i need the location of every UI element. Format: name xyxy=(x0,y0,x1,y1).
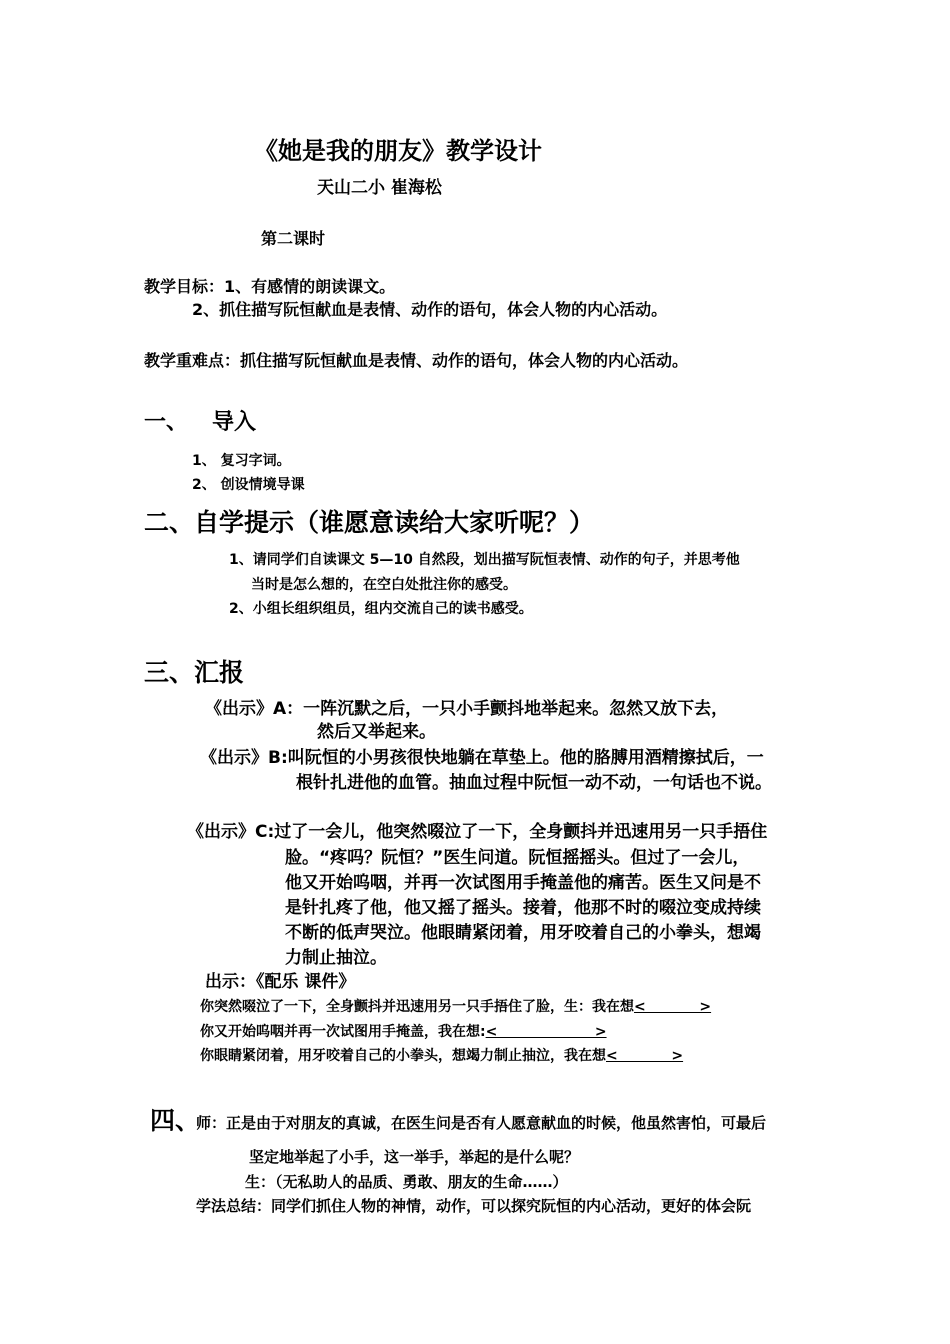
section4-line-4: 学法总结：同学们抓住人物的神情，动作，可以探究阮恒的内心活动，更好的体会阮 xyxy=(196,1197,752,1215)
section2-heading: 二、自学提示（谁愿意读给大家听呢？） xyxy=(144,508,595,537)
excerpt-b-line-1: 《出示》B:叫阮恒的小男孩很快地躺在草垫上。他的胳膊用酒精擦拭后，一 xyxy=(200,748,764,768)
excerpt-c-line-1: 《出示》C:过了一会儿，他突然啜泣了一下，全身颤抖并迅速用另一只手捂住 xyxy=(187,822,768,842)
answer-blank-2: < > xyxy=(485,1024,607,1040)
section1-number: 一、 xyxy=(144,410,189,435)
page-title: 《她是我的朋友》教学设计 xyxy=(254,137,542,165)
section4-line-3: 生：（无私助人的品质、勇敢、朋友的生命……） xyxy=(245,1173,568,1191)
section4-number: 四、 xyxy=(150,1106,201,1135)
answer-blank-1: < > xyxy=(634,999,712,1015)
answer-blank-3: < > xyxy=(606,1048,684,1064)
difficulty-line: 教学重难点：抓住描写阮恒献血是表情、动作的语句，体会人物的内心活动。 xyxy=(144,351,689,370)
excerpt-c-line-6: 力制止抽泣。 xyxy=(285,948,387,968)
author-line: 天山二小 崔海松 xyxy=(317,178,442,198)
reading-prompt-1-text: 你突然啜泣了一下，全身颤抖并迅速用另一只手捂住了脸，生：我在想 xyxy=(200,999,634,1015)
reading-prompt-3 xyxy=(200,1049,683,1063)
section2-item-1-line-1: 1、请同学们自读课文 5—10 自然段，划出描写阮恒表情、动作的句子，并思考他 xyxy=(229,552,740,568)
excerpt-b-line-2: 根针扎进他的血管。抽血过程中阮恒一动不动，一句话也不说。 xyxy=(296,773,772,793)
section1-item-2: 2、 创设情境导课 xyxy=(192,477,305,493)
objective-line-1: 教学目标：1、有感情的朗读课文。 xyxy=(144,277,396,296)
reading-prompt-3-text: 你眼睛紧闭着，用牙咬着自己的小拳头，想竭力制止抽泣，我在想 xyxy=(200,1048,606,1064)
section1-heading: 导入 xyxy=(212,410,257,435)
section3-heading: 三、汇报 xyxy=(144,658,245,687)
excerpt-c-line-4: 是针扎疼了他，他又摇了摇头。接着，他那不时的啜泣变成持续 xyxy=(285,898,761,918)
section4-line-2: 坚定地举起了小手，这一举手，举起的是什么呢？ xyxy=(249,1148,580,1166)
excerpt-c-line-2: 脸。“疼吗？阮恒？”医生问道。阮恒摇摇头。但过了一会儿， xyxy=(285,848,750,868)
lesson-label: 第二课时 xyxy=(261,229,326,248)
excerpt-c-line-3: 他又开始呜咽，并再一次试图用手掩盖他的痛苦。医生又问是不 xyxy=(285,873,761,893)
excerpt-c-line-5: 不断的低声哭泣。他眼睛紧闭着，用牙咬着自己的小拳头，想竭 xyxy=(285,923,761,943)
reading-prompt-2-text: 你又开始呜咽并再一次试图用手掩盖，我在想: xyxy=(200,1024,486,1040)
section2-item-2: 2、小组长组织组员，组内交流自己的读书感受。 xyxy=(229,601,533,617)
section4-line-1: 师：正是由于对朋友的真诚，在医生问是否有人愿意献血的时候，他虽然害怕，可最后 xyxy=(196,1114,767,1132)
reading-prompt-2 xyxy=(200,1025,607,1039)
objective-line-2: 2、抓住描写阮恒献血是表情、动作的语句，体会人物的内心活动。 xyxy=(192,300,668,319)
reading-prompt-1 xyxy=(200,1000,711,1014)
show-courseware: 出示：《配乐 课件》 xyxy=(205,972,356,992)
excerpt-a-line-1: 《出示》A：一阵沉默之后，一只小手颤抖地举起来。忽然又放下去， xyxy=(205,699,729,719)
section2-item-1-line-2: 当时是怎么想的，在空白处批注你的感受。 xyxy=(251,577,517,593)
section1-item-1: 1、 复习字词。 xyxy=(192,453,291,469)
excerpt-a-line-2: 然后又举起来。 xyxy=(317,722,436,742)
